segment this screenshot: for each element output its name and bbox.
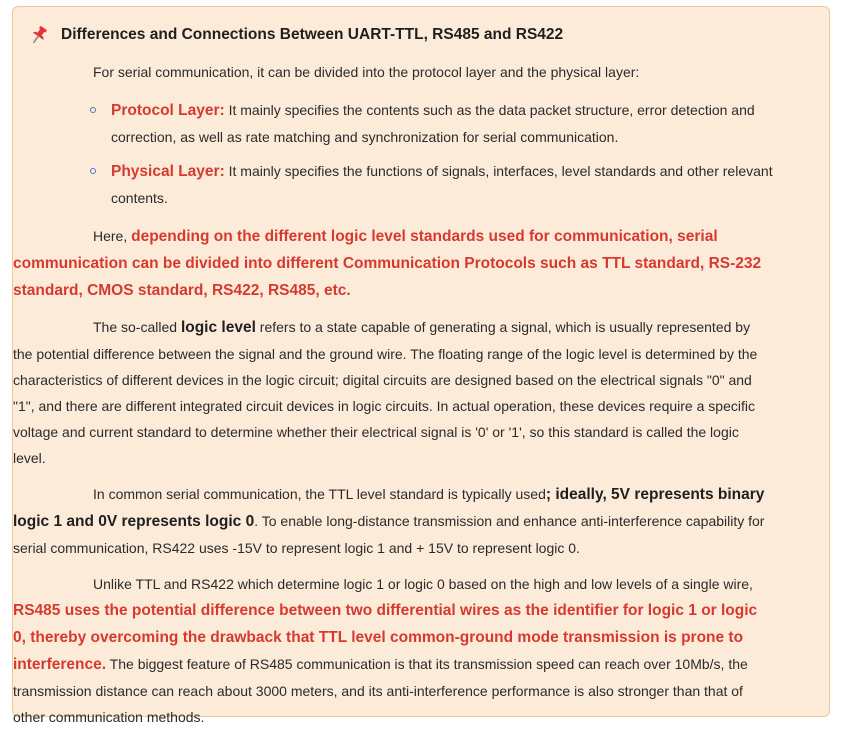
highlight-text: depending on the different logic level standards used for communication, serial communication can be divided into different Communication Protocols such as TTL standard, RS-232 standard, CMOS standard, RS422, RS485, etc.	[13, 228, 762, 299]
layer-list	[61, 97, 813, 211]
pushpin-icon	[29, 25, 49, 45]
list-text: It mainly specifies the contents such as the data packet structure, error detection and correction, as well as rate matching and synchronization for serial communication.	[111, 102, 755, 145]
rs485-paragraph	[13, 571, 765, 730]
list-item	[61, 97, 813, 150]
highlight-text: RS485 uses the potential difference between two differential wires as the identifier for logic 1 or logic 0, thereby overcoming the drawback that TTL level common-ground mode transmission is prone to interference.	[13, 602, 758, 673]
bullet-icon	[90, 168, 96, 174]
paragraph-lead: Unlike TTL and RS422 which determine logic 1 or logic 0 based on the high and low levels of a single wire,	[93, 576, 753, 592]
paragraph-lead: In common serial communication, the TTL level standard is typically used	[93, 486, 546, 502]
list-term: Protocol Layer:	[111, 102, 225, 119]
callout-header	[29, 25, 563, 45]
classification-paragraph	[13, 223, 765, 304]
paragraph-lead: Here,	[93, 228, 132, 244]
ttl-paragraph	[13, 481, 765, 561]
paragraph-lead: The so-called	[93, 319, 181, 335]
list-term: Physical Layer:	[111, 163, 225, 180]
logic-level-paragraph	[13, 314, 765, 471]
paragraph-rest: The biggest feature of RS485 communication is that its transmission speed can reach over 10Mb/s, the transmission distance can reach about 3000 meters, and its anti-interference performance is also stronger than that of other communication methods.	[13, 656, 748, 725]
intro-paragraph: For serial communication, it can be divided into the protocol layer and the physical layer:	[93, 64, 640, 80]
bold-term: logic level	[180, 319, 256, 336]
callout-body	[13, 59, 813, 740]
paragraph-rest: refers to a state capable of generating a signal, which is usually represented by the potential difference between the signal and the ground wire. The floating range of the logic level is determined by the characteristics of different devices in the logic circuit; digital circuits are designed based on the electrical signals "0" and "1", and there are different integrated circuit devices in logic circuits. In actual operation, these devices require a specific voltage and current standard to determine whether their electrical signal is '0' or '1', so this standard is called the logic level.	[13, 319, 758, 466]
paragraph-rest: . To enable long-distance transmission and enhance anti-interference capability for serial communication, RS422 uses -15V to represent logic 1 and + 15V to represent logic 0.	[13, 513, 765, 556]
bold-text: ; ideally, 5V represents binary logic 1 and 0V represents logic 0	[13, 486, 765, 530]
list-item	[61, 158, 813, 211]
list-text: It mainly specifies the functions of signals, interfaces, level standards and other relevant contents.	[111, 163, 773, 206]
callout-card	[12, 6, 830, 725]
bullet-icon	[90, 107, 96, 113]
callout-title: Differences and Connections Between UART-TTL, RS485 and RS422	[61, 26, 564, 43]
